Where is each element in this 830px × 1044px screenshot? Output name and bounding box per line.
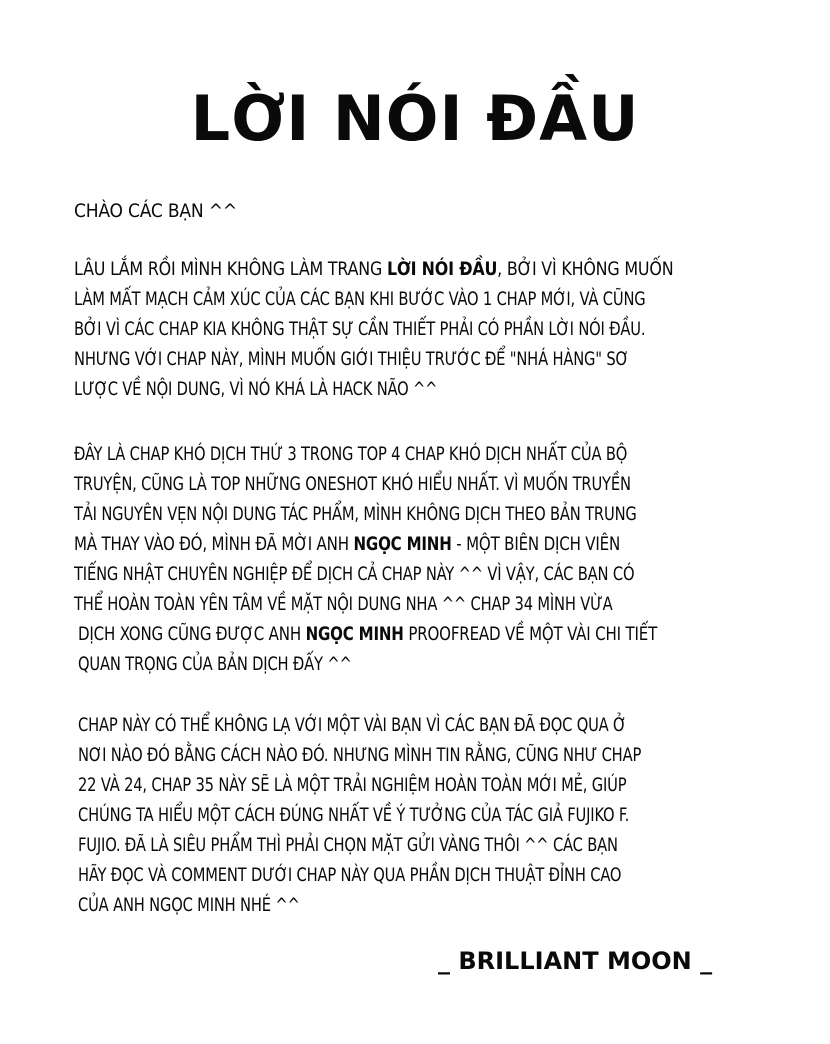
signature: _ BRILLIANT MOON _ (438, 947, 713, 975)
paragraph-3-line: HÃY ĐỌC VÀ COMMENT DƯỚI CHAP NÀY QUA PHẦN DỊCH THUẬT ĐỈNH CAO (78, 864, 622, 886)
paragraph-2-line: DỊCH XONG CŨNG ĐƯỢC ANH NGỌC MINH PROOFREAD VỀ MỘT VÀI CHI TIẾT (78, 623, 658, 645)
paragraph-2-line: THỂ HOÀN TOÀN YÊN TÂM VỀ MẶT NỘI DUNG NHA ^^ CHAP 34 MÌNH VỪA (74, 593, 613, 615)
paragraph-3-line: CHÚNG TA HIỂU MỘT CÁCH ĐÚNG NHẤT VỀ Ý TƯỞNG CỦA TÁC GIẢ FUJIKO F. (78, 804, 630, 826)
greeting: CHÀO CÁC BẠN ^^ (74, 200, 237, 222)
page-title: LỜI NÓI ĐẦU (190, 82, 640, 155)
paragraph-3-line: CHAP NÀY CÓ THỂ KHÔNG LẠ VỚI MỘT VÀI BẠN VÌ CÁC BẠN ĐÃ ĐỌC QUA Ở (78, 714, 627, 736)
paragraph-1-line: LÀM MẤT MẠCH CẢM XÚC CỦA CÁC BẠN KHI BƯỚC VÀO 1 CHAP MỚI, VÀ CŨNG (74, 288, 646, 310)
paragraph-1-line: LƯỢC VỀ NỘI DUNG, VÌ NÓ KHÁ LÀ HACK NÃO ^^ (74, 378, 438, 400)
emphasis: NGỌC MINH (353, 533, 452, 555)
paragraph-3-line: NƠI NÀO ĐÓ BẰNG CÁCH NÀO ĐÓ. NHƯNG MÌNH TIN RẰNG, CŨNG NHƯ CHAP (78, 744, 642, 766)
emphasis: NGỌC MINH (305, 623, 404, 645)
paragraph-2-line: TRUYỆN, CŨNG LÀ TOP NHỮNG ONESHOT KHÓ HIỂU NHẤT. VÌ MUỐN TRUYỀN (74, 473, 631, 495)
paragraph-3-line: 22 VÀ 24, CHAP 35 NÀY SẼ LÀ MỘT TRẢI NGHIỆM HOÀN TOÀN MỚI MẺ, GIÚP (78, 774, 627, 796)
paragraph-2-line: MÀ THAY VÀO ĐÓ, MÌNH ĐÃ MỜI ANH NGỌC MINH - MỘT BIÊN DỊCH VIÊN (74, 533, 621, 555)
paragraph-3-line: CỦA ANH NGỌC MINH NHÉ ^^ (78, 894, 300, 916)
paragraph-1-line: LÂU LẮM RỒI MÌNH KHÔNG LÀM TRANG LỜI NÓI ĐẦU, BỞI VÌ KHÔNG MUỐN (74, 258, 674, 280)
paragraph-2-line: QUAN TRỌNG CỦA BẢN DỊCH ĐẤY ^^ (78, 653, 352, 675)
emphasis: LỜI NÓI ĐẦU (386, 258, 498, 280)
paragraph-2-line: TIẾNG NHẬT CHUYÊN NGHIỆP ĐỂ DỊCH CẢ CHAP NÀY ^^ VÌ VẬY, CÁC BẠN CÓ (74, 563, 635, 585)
paragraph-2-line: TẢI NGUYÊN VẸN NỘI DUNG TÁC PHẨM, MÌNH KHÔNG DỊCH THEO BẢN TRUNG (74, 503, 637, 525)
paragraph-1-line: BỞI VÌ CÁC CHAP KIA KHÔNG THẬT SỰ CẦN THIẾT PHẢI CÓ PHẦN LỜI NÓI ĐẦU. (74, 318, 646, 340)
paragraph-2-line: ĐÂY LÀ CHAP KHÓ DỊCH THỨ 3 TRONG TOP 4 CHAP KHÓ DỊCH NHẤT CỦA BỘ (74, 443, 628, 465)
paragraph-3-line: FUJIO. ĐÃ LÀ SIÊU PHẨM THÌ PHẢI CHỌN MẶT GỬI VÀNG THÔI ^^ CÁC BẠN (78, 834, 618, 856)
paragraph-1-line: NHƯNG VỚI CHAP NÀY, MÌNH MUỐN GIỚI THIỆU TRƯỚC ĐỂ "NHÁ HÀNG" SƠ (74, 348, 629, 370)
